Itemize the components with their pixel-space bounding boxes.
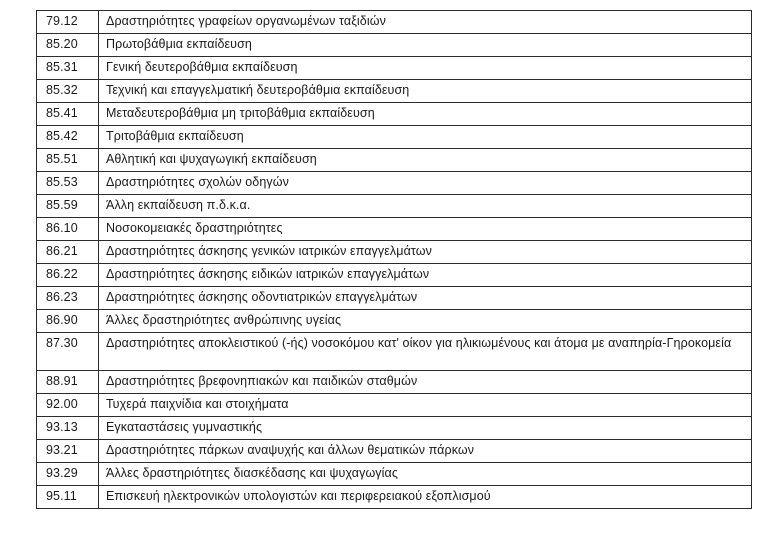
activity-description: Δραστηριότητες βρεφονηπιακών και παιδικών σταθμών (99, 371, 752, 394)
table-row (37, 463, 752, 486)
activity-description: Τυχερά παιχνίδια και στοιχήματα (99, 394, 752, 417)
activity-code: 85.31 (37, 57, 99, 80)
table-row (37, 333, 752, 371)
activity-description: Δραστηριότητες πάρκων αναψυχής και άλλων θεματικών πάρκων (99, 440, 752, 463)
activity-code: 85.42 (37, 126, 99, 149)
table-row (37, 149, 752, 172)
activity-code: 88.91 (37, 371, 99, 394)
activity-description: Δραστηριότητες άσκησης γενικών ιατρικών επαγγελμάτων (99, 241, 752, 264)
activity-code: 85.20 (37, 34, 99, 57)
table-row (37, 126, 752, 149)
table-row (37, 371, 752, 394)
activity-code: 79.12 (37, 11, 99, 34)
activity-code: 93.29 (37, 463, 99, 486)
table-row (37, 310, 752, 333)
table-row (37, 417, 752, 440)
activity-code: 86.21 (37, 241, 99, 264)
activity-description: Αθλητική και ψυχαγωγική εκπαίδευση (99, 149, 752, 172)
table-row (37, 486, 752, 509)
activity-code: 85.51 (37, 149, 99, 172)
table-row (37, 57, 752, 80)
table-row (37, 440, 752, 463)
activity-code: 86.90 (37, 310, 99, 333)
activity-description: Δραστηριότητες άσκησης ειδικών ιατρικών επαγγελμάτων (99, 264, 752, 287)
table-row (37, 287, 752, 310)
activity-description: Άλλες δραστηριότητες διασκέδασης και ψυχαγωγίας (99, 463, 752, 486)
activity-code: 86.22 (37, 264, 99, 287)
activity-code: 85.41 (37, 103, 99, 126)
table-row (37, 264, 752, 287)
table-row (37, 172, 752, 195)
table-row (37, 103, 752, 126)
activity-description: Δραστηριότητες άσκησης οδοντιατρικών επαγγελμάτων (99, 287, 752, 310)
activity-description: Επισκευή ηλεκτρονικών υπολογιστών και περιφερειακού εξοπλισμού (99, 486, 752, 509)
activity-code: 93.21 (37, 440, 99, 463)
activity-description: Μεταδευτεροβάθμια μη τριτοβάθμια εκπαίδευση (99, 103, 752, 126)
activity-codes-table-body (37, 11, 752, 509)
activity-code: 92.00 (37, 394, 99, 417)
activity-code: 85.53 (37, 172, 99, 195)
activity-description: Γενική δευτεροβάθμια εκπαίδευση (99, 57, 752, 80)
activity-description: Νοσοκομειακές δραστηριότητες (99, 218, 752, 241)
table-row (37, 218, 752, 241)
activity-description: Άλλη εκπαίδευση π.δ.κ.α. (99, 195, 752, 218)
activity-code: 85.59 (37, 195, 99, 218)
activity-description: Άλλες δραστηριότητες ανθρώπινης υγείας (99, 310, 752, 333)
activity-code: 86.10 (37, 218, 99, 241)
table-row (37, 394, 752, 417)
activity-code: 86.23 (37, 287, 99, 310)
table-row (37, 195, 752, 218)
activity-codes-document (36, 10, 752, 509)
activity-code: 85.32 (37, 80, 99, 103)
table-row (37, 34, 752, 57)
activity-description: Τεχνική και επαγγελματική δευτεροβάθμια εκπαίδευση (99, 80, 752, 103)
activity-description: Δραστηριότητες αποκλειστικού (-ής) νοσοκόμου κατ' οίκον για ηλικιωμένους και άτομα με αναπηρία-Γηροκομεία (99, 333, 752, 371)
activity-description: Τριτοβάθμια εκπαίδευση (99, 126, 752, 149)
activity-codes-table (36, 10, 752, 509)
activity-description: Εγκαταστάσεις γυμναστικής (99, 417, 752, 440)
activity-description: Δραστηριότητες σχολών οδηγών (99, 172, 752, 195)
table-row (37, 11, 752, 34)
activity-description: Δραστηριότητες γραφείων οργανωμένων ταξιδιών (99, 11, 752, 34)
activity-code: 95.11 (37, 486, 99, 509)
table-row (37, 241, 752, 264)
activity-description: Πρωτοβάθμια εκπαίδευση (99, 34, 752, 57)
activity-code: 87.30 (37, 333, 99, 371)
activity-code: 93.13 (37, 417, 99, 440)
table-row (37, 80, 752, 103)
